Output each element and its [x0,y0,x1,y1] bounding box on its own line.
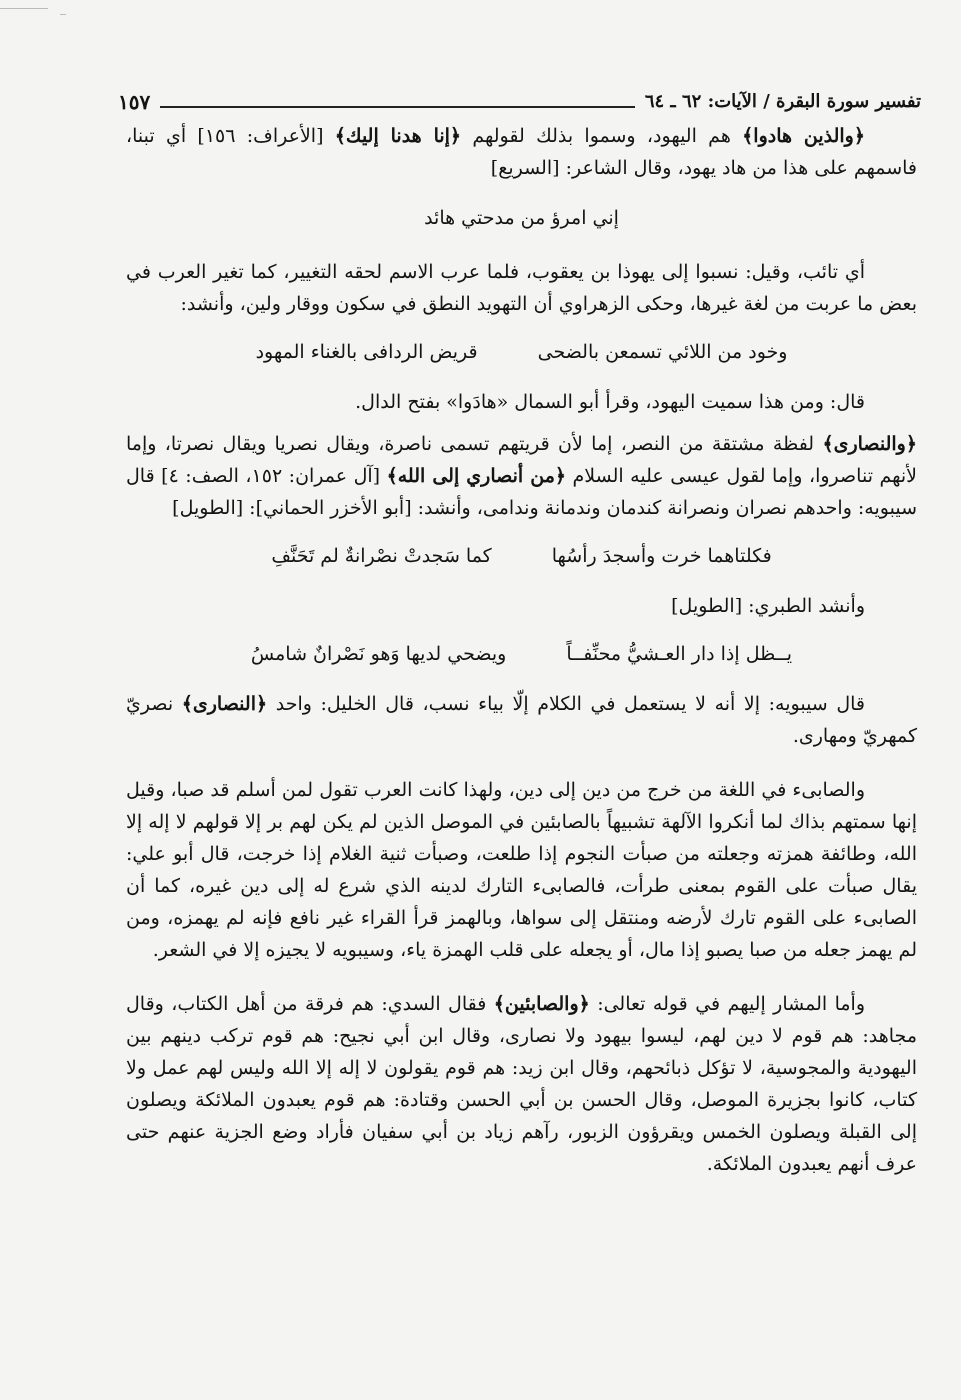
text-run: نصريّ كمهريّ ومهارى. [126,693,917,747]
text-run: فقال السدي: هم فرقة من أهل الكتاب، وقال مجاهد: هم قوم لا دين لهم، ليسوا بيهود ولا نصارى، وقال ابن أبي نجيح: هم قوم تركب دينهم بين اليهودية والمجوسية، لا تؤكل ذبائحهم، وقال ابن زيد: هم قوم يقولون لا إله إلا الله وليس لهم عمل ولا كتاب، كانوا بجزيرة الموصل، وقال الحسن بن أبي الحسن وقتادة: هم قوم يعبدون الملائكة ويصلون إلى القبلة ويصلون الخمس ويقرؤون الزبور، رآهم زياد بن أبي سفيان فأراد وضع الجزية عنهم حتى عرف أنهم يعبدون الملائكة. [126,993,917,1175]
quran-quote: ﴿والصابئين﴾ [493,993,590,1015]
paragraph [126,988,917,1180]
paragraph [126,120,917,184]
text-run: [آل عمران: ١٥٢، الصف: ٤] قال سيبويه: واحدهم نصران ونصرانة كندمان وندمانة وندامى، وأنشد: [أبو الأخزر الحماني]: [الطويل] [126,465,917,519]
verse-hemistich: وخود من اللائي تسمعن بالضحى [537,341,788,363]
text-run: قال سيبويه: إلا أنه لا يستعمل في الكلام إلّا بياء نسب، قال الخليل: واحد [267,693,865,715]
quran-quote: ﴿والنصارى﴾ [822,433,917,455]
paragraph: أي تائب، وقيل: نسبوا إلى يهوذا بن يعقوب، فلما عرب الاسم لحقه التغيير، كما تغير العرب في بعض ما عربت من لغة غيرها، وحكى الزهراوي أن التهويد النطق في سكون ووقار ولين، وأنشد: [126,261,917,315]
verse-hemistich: فكلتاهما خرت وأسجدَ رأسُها [551,545,772,567]
quran-quote: ﴿النصارى﴾ [181,693,268,715]
poem-verse: إني امرؤ من مدحتي هائد [424,207,619,229]
paragraph: وأنشد الطبري: [الطويل] [671,595,865,617]
quran-quote: ﴿إنا هدنا إليك﴾ [334,125,462,147]
verse-hemistich: قريض الردافى بالغناء المهود [255,341,478,363]
verse-hemistich: كما سَجدتْ نصْرانةٌ لم تَحَنَّفِ [271,545,492,567]
text-run: هم اليهود، وسموا بذلك لقولهم [461,125,743,147]
paragraph [126,428,917,524]
text-run: [الأعراف: ١٥٦] أي تبنا، فاسمهم على هذا من هاد يهود، وقال الشاعر: [السريع] [126,125,917,179]
scan-mark [0,8,48,9]
running-title: تفسير سورة البقرة / الآيات: ٦٢ ـ ٦٤ [644,91,921,112]
running-header [118,76,921,116]
paragraph [126,688,917,752]
page-number: ١٥٧ [118,90,151,114]
text-run: وأما المشار إليهم في قوله تعالى: [589,993,865,1015]
paragraph: والصابىء في اللغة من خرج من دين إلى دين، ولهذا كانت العرب تقول لمن أسلم قد صبا، وقيل إنها سمتهم بذاك لما أنكروا الآلهة تشبيهاً بالصابئين في الموصل الذين لم يكن لهم بر إلا قولهم لا إله إلا الله، وطائفة همزته وجعلته من صبأت النجوم إذا طلعت، وصبأت ثنية الغلام إذا خرجت، قال أبو علي: يقال صبأت على القوم بمعنى طرأت، فالصابىء التارك لدينه الذي شرع له إلى دين غيره، كما أن الصابىء على القوم تارك لأرضه ومنتقل إلى سواها، وبالهمز قرأ القراء غير نافع فإنه لم يهمزه، ومن لم يهمز جعله من صبا يصبو إذا مال، أو يجعله على قلب الهمزة ياء، وسيبويه لا يجيزه إلا في الشعر. [126,779,917,961]
paragraph: قال: ومن هذا سميت اليهود، وقرأ أبو السمال «هادَوا» بفتح الدال. [355,391,865,413]
scan-mark [60,14,66,15]
header-rule [160,106,635,108]
quran-quote: ﴿والذين هادوا﴾ [742,125,865,147]
poem-couplet [126,540,917,572]
quran-quote: ﴿من أنصاري إلى الله﴾ [386,465,567,487]
verse-hemistich: يــظل إذا دار العـشيُّ محنِّفــاً [566,643,793,665]
text-run: لفظة مشتقة من النصر، إما لأن قريتهم تسمى ناصرة، ويقال نصريا ويقال نصرتا، وإما لأنهم تناصروا، وإما لقول عيسى عليه السلام [126,433,917,487]
poem-couplet [126,336,917,368]
verse-hemistich: ويضحي لديها وَهو نَصْرانٌ شامسُ [250,643,507,665]
page-body [126,120,917,1190]
poem-couplet [126,638,917,670]
